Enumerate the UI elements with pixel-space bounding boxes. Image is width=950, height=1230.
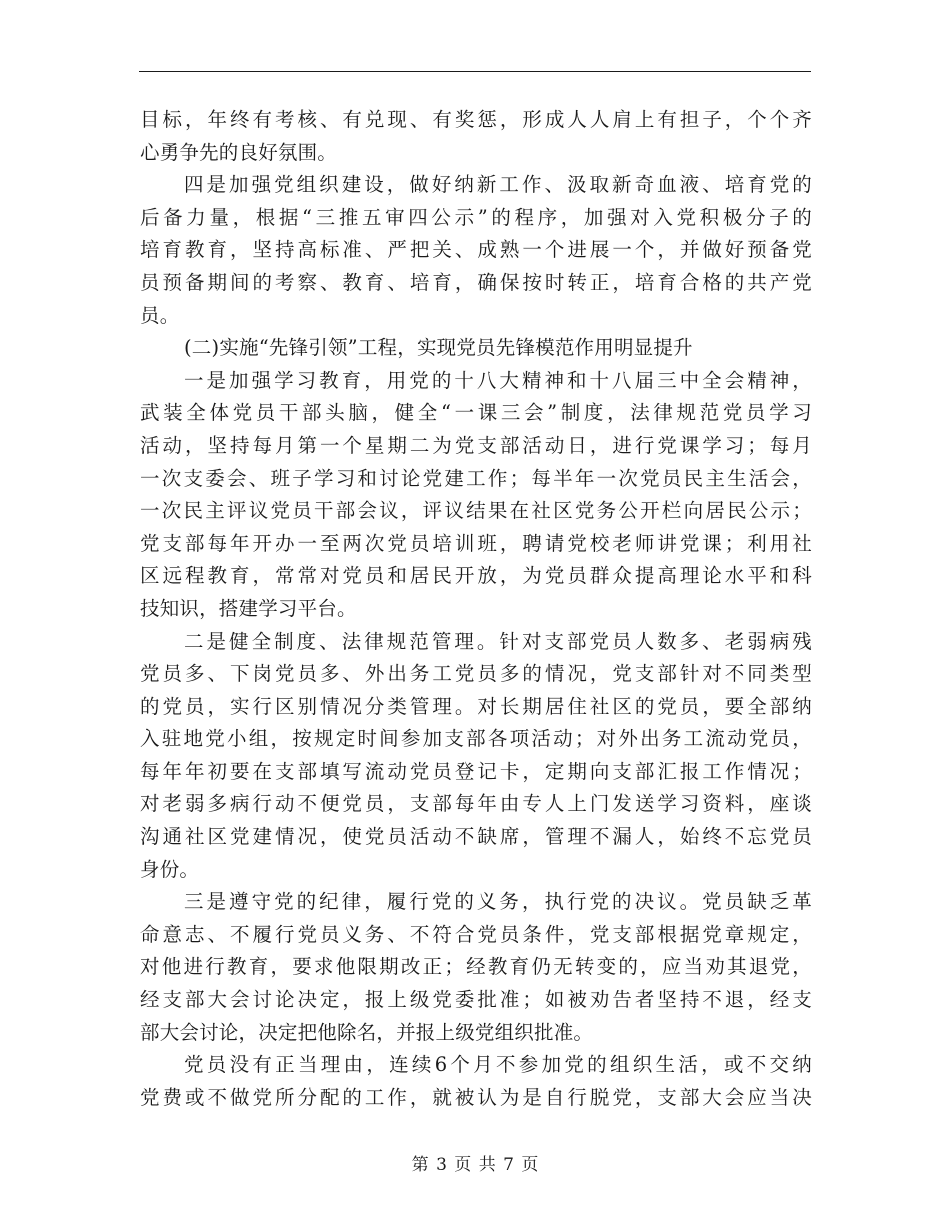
text-line: 党费或不做党所分配的工作，就被认为是自行脱党，支部大会应当决	[140, 1085, 812, 1109]
text-line: 目标，年终有考核、有兑现、有奖惩，形成人人肩上有担子，个个齐	[140, 108, 812, 131]
header-rule	[139, 71, 811, 72]
text-line: 培育教育，坚持高标准、严把关、成熟一个进展一个，并做好预备党	[140, 238, 812, 262]
text-line: 党支部每年开办一至两次党员培训班，聘请党校老师讲党课；利用社	[140, 531, 812, 555]
document-body	[140, 104, 812, 1114]
text-line: 对他进行教育，要求他限期改正；经教育仍无转变的，应当劝其退党，	[140, 955, 812, 979]
text-line: 心勇争先的良好氛围。	[140, 140, 338, 164]
text-line: 每年年初要在支部填写流动党员登记卡，定期向支部汇报工作情况；	[140, 759, 812, 783]
text-line: 经支部大会讨论决定，报上级党委批准；如被劝告者坚持不退，经支	[140, 988, 812, 1012]
text-line: 后备力量，根据“三推五审四公示”的程序，加强对入党积极分子的	[140, 205, 812, 229]
text-line: 员预备期间的考察、教育、培育，确保按时转正，培育合格的共产党	[140, 270, 812, 294]
text-line: 身份。	[140, 857, 200, 881]
page-footer: 第 3 页 共 7 页	[411, 1155, 539, 1175]
text-line: 活动，坚持每月第一个星期二为党支部活动日，进行党课学习；每月	[140, 433, 812, 457]
text-line: 部大会讨论，决定把他除名，并报上级党组织批准。	[140, 1020, 594, 1044]
text-line: 武装全体党员干部头脑，健全“一课三会”制度，法律规范党员学习	[140, 401, 812, 425]
text-line: 一次支委会、班子学习和讨论党建工作；每半年一次党员民主生活会，	[140, 466, 812, 490]
text-line: 一次民主评议党员干部会议，评议结果在社区党务公开栏向居民公示；	[140, 499, 812, 523]
text-line: 四是加强党组织建设，做好纳新工作、汲取新奇血液、培育党的	[184, 173, 812, 197]
text-line: 三是遵守党的纪律，履行党的义务，执行党的决议。党员缺乏革	[184, 890, 812, 914]
text-line: 对老弱多病行动不便党员，支部每年由专人上门发送学习资料，座谈	[140, 792, 812, 816]
text-line: 命意志、不履行党员义务、不符合党员条件，党支部根据党章规定，	[140, 922, 812, 946]
text-line: 技知识，搭建学习平台。	[140, 596, 357, 620]
text-line: (二)实施“先锋引领”工程，实现党员先锋模范作用明显提升	[184, 336, 693, 360]
text-line: 党员多、下岗党员多、外出务工党员多的情况，党支部针对不同类型	[140, 662, 812, 686]
text-line: 沟通社区党建情况，使党员活动不缺席，管理不漏人，始终不忘党员	[140, 825, 812, 849]
text-line: 一是加强学习教育，用党的十八大精神和十八届三中全会精神，	[184, 368, 812, 392]
text-line: 员。	[140, 303, 180, 327]
text-line: 区远程教育，常常对党员和居民开放，为党员群众提高理论水平和科	[140, 564, 812, 588]
text-line: 二是健全制度、法律规范管理。针对支部党员人数多、老弱病残	[184, 629, 812, 653]
text-line: 的党员，实行区别情况分类管理。对长期居住社区的党员，要全部纳	[140, 694, 812, 718]
text-line: 党员没有正当理由，连续6个月不参加党的组织生活，或不交纳	[184, 1053, 812, 1077]
text-line: 入驻地党小组，按规定时间参加支部各项活动；对外出务工流动党员，	[140, 727, 812, 751]
